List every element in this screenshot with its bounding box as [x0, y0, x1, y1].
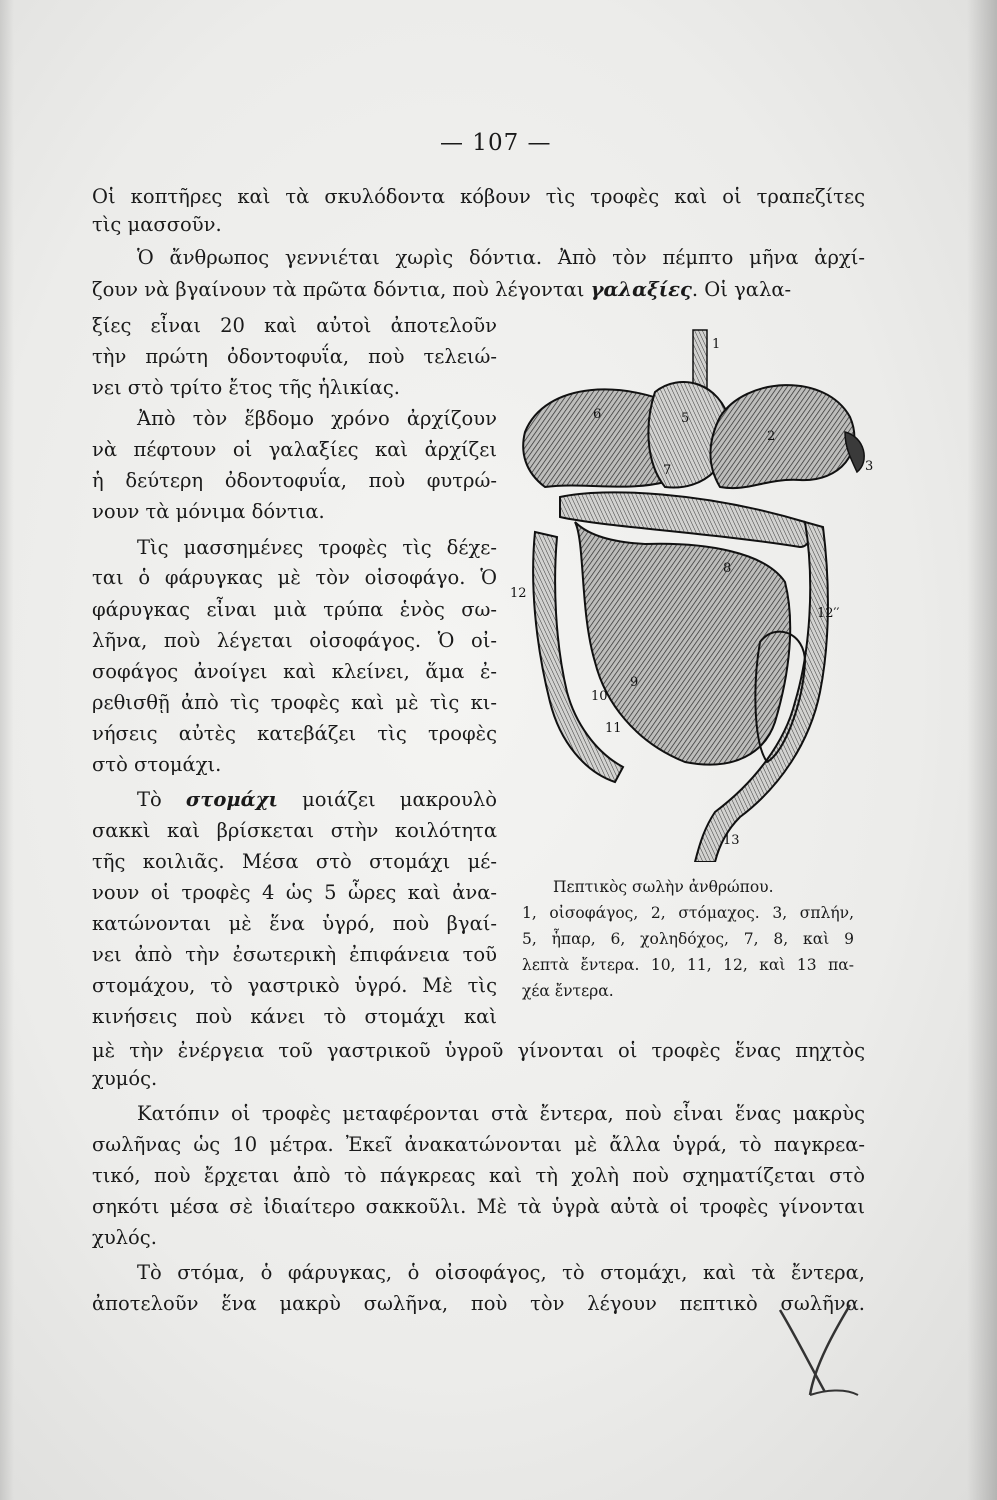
esophagus-shape	[693, 330, 707, 390]
figure-caption-line: 1, οἰσοφάγος, 2, στόμαχος. 3, σπλήν,	[522, 904, 854, 922]
text-line: μὲ τὴν ἐνέργεια τοῦ γαστρικοῦ ὑγροῦ γίνονται οἱ τροφὲς ἕνας πηχτὸς	[92, 1039, 865, 1062]
page-number: — 107 —	[440, 130, 552, 156]
figure-label: 5	[681, 411, 690, 426]
figure-caption-line: χέα ἔντερα.	[522, 982, 614, 1000]
stomach-shape	[711, 385, 855, 488]
text-line: Ὁ ἄνθρωπος γεννιέται χωρὶς δόντια. Ἀπὸ τὸν πέμπτο μῆνα ἀρχί-	[137, 246, 865, 269]
figure-label: 12′′	[817, 606, 840, 621]
text-line-segment-a: Τὸ	[137, 788, 186, 811]
handwritten-check-mark	[770, 1300, 860, 1400]
text-line: Τὶς μασσημένες τροφὲς τὶς δέχε-	[137, 536, 497, 559]
page-edge-shadow-left	[0, 0, 14, 1500]
figure-label: 1	[712, 337, 721, 352]
figure-caption-line: λεπτὰ ἔντερα. 10, 11, 12, καὶ 13 πα-	[522, 956, 854, 974]
text-line: τὴν πρώτη ὀδοντοφυΐα, ποὺ τελειώ-	[92, 345, 497, 368]
text-line-segment-a: ζουν νὰ βγαίνουν τὰ πρῶτα δόντια, ποὺ λέγονται	[92, 278, 591, 301]
text-line: νει στὸ τρίτο ἔτος τῆς ἡλικίας.	[92, 376, 400, 399]
figure-label: 10	[591, 689, 608, 704]
figure-label: 8	[723, 561, 732, 576]
text-line: Κατόπιν οἱ τροφὲς μεταφέρονται στὰ ἔντερα, ποὺ εἶναι ἕνας μακρὺς	[137, 1102, 865, 1125]
figure-label: 7	[663, 463, 672, 478]
spleen-shape	[845, 432, 864, 472]
text-line: τῆς κοιλιᾶς. Μέσα στὸ στομάχι μέ-	[92, 850, 497, 873]
text-line: στὸ στομάχι.	[92, 753, 222, 776]
text-line: φάρυγκας εἶναι μιὰ τρύπα ἑνὸς σω-	[92, 598, 497, 621]
figure-label: 3	[865, 459, 874, 474]
figure-label: 9	[630, 675, 639, 690]
text-line: νουν οἱ τροφὲς 4 ὡς 5 ὧρες καὶ ἀνα-	[92, 881, 497, 904]
text-line: Ἀπὸ τὸν ἕβδομο χρόνο ἀρχίζουν	[137, 407, 497, 430]
figure-label: 2	[767, 429, 776, 444]
text-line: Οἱ κοπτῆρες καὶ τὰ σκυλόδοντα κόβουν τὶς τροφὲς καὶ οἱ τραπεζίτες	[92, 185, 865, 208]
text-line: χυλός.	[92, 1226, 157, 1249]
figure-caption-line: 5, ἧπαρ, 6, χοληδόχος, 7, 8, καὶ 9	[522, 930, 854, 948]
figure-caption-title: Πεπτικὸς σωλὴν ἀνθρώπου.	[553, 878, 774, 896]
text-line: λῆνα, ποὺ λέγεται οἰσοφάγος. Ὁ οἰ-	[92, 629, 497, 652]
text-line: τικό, ποὺ ἔρχεται ἀπὸ τὸ πάγκρεας καὶ τὴ χολὴ ποὺ σχηματίζεται στὸ	[92, 1164, 865, 1187]
text-line: ρεθισθῇ ἀπὸ τὶς τροφὲς καὶ μὲ τὶς κι-	[92, 691, 497, 714]
figure-label: 11	[605, 721, 622, 736]
text-line: ξίες εἶναι 20 καὶ αὐτοὶ ἀποτελοῦν	[92, 314, 497, 337]
text-line: Τὸ στόμα, ὁ φάρυγκας, ὁ οἰσοφάγος, τὸ στομάχι, καὶ τὰ ἔντερα,	[137, 1261, 865, 1284]
text-line: σακκὶ καὶ βρίσκεται στὴν κοιλότητα	[92, 819, 497, 842]
text-line-segment-b: μοιάζει μακρουλὸ	[277, 788, 497, 811]
figure-label: 6	[593, 407, 602, 422]
digestive-tract-illustration	[505, 322, 880, 862]
text-line: ται ὁ φάρυγκας μὲ τὸν οἰσοφάγο. Ὁ	[92, 566, 497, 589]
text-line-with-term	[137, 786, 497, 814]
text-line: ἀποτελοῦν ἕνα μακρὺ σωλῆνα, ποὺ τὸν λέγουν πεπτικὸ σωλῆνα.	[92, 1292, 865, 1315]
text-line: χυμός.	[92, 1067, 158, 1090]
page-edge-shadow-right	[967, 0, 997, 1500]
text-line: ἡ δεύτερη ὀδοντοφυΐα, ποὺ φυτρώ-	[92, 469, 497, 492]
figure-label: 13	[723, 833, 740, 848]
text-line-with-term	[92, 276, 865, 304]
text-line-segment-b: . Οἱ γαλα-	[691, 278, 792, 301]
text-line: νὰ πέφτουν οἱ γαλαξίες καὶ ἀρχίζει	[92, 438, 497, 461]
text-line: τὶς μασσοῦν.	[92, 213, 222, 236]
term-galaxies: γαλαξίες	[590, 278, 692, 301]
text-line: στομάχου, τὸ γαστρικὸ ὑγρό. Μὲ τὶς	[92, 974, 497, 997]
anatomy-engraving	[505, 322, 880, 862]
text-line: νήσεις αὐτὲς κατεβάζει τὶς τροφὲς	[92, 722, 497, 745]
term-stomach: στομάχι	[185, 788, 278, 811]
text-line: κινήσεις ποὺ κάνει τὸ στομάχι καὶ	[92, 1005, 497, 1028]
text-line: σηκότι μέσα σὲ ἰδιαίτερο σακκοῦλι. Μὲ τὰ ὑγρὰ αὐτὰ οἱ τροφὲς γίνονται	[92, 1195, 865, 1218]
text-line: σωλῆνας ὡς 10 μέτρα. Ἐκεῖ ἀνακατώνονται μὲ ἄλλα ὑγρά, τὸ παγκρεα-	[92, 1133, 865, 1156]
text-line: κατώνονται μὲ ἕνα ὑγρό, ποὺ βγαί-	[92, 912, 497, 935]
figure-label: 12	[510, 586, 527, 601]
text-line: σοφάγος ἀνοίγει καὶ κλείνει, ἅμα ἐ-	[92, 660, 497, 683]
text-line: νει ἀπὸ τὴν ἐσωτερικὴ ἐπιφάνεια τοῦ	[92, 943, 497, 966]
text-line: νουν τὰ μόνιμα δόντια.	[92, 500, 325, 523]
